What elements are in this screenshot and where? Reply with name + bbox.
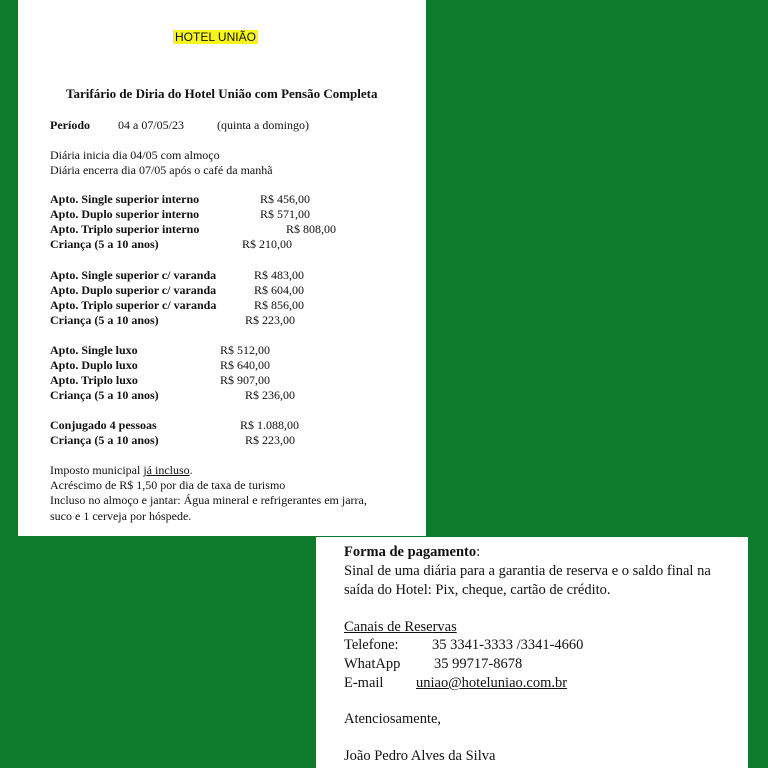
rate-price: R$ 512,00: [220, 343, 271, 357]
email-link[interactable]: uniao@hoteluniao.com.br: [416, 675, 568, 691]
rate-price: R$ 571,00: [260, 207, 311, 221]
rate-label: Conjugado 4 pessoas: [50, 418, 157, 432]
payment-panel: [316, 537, 748, 768]
rate-price: R$ 1.088,00: [240, 418, 300, 432]
check-out-note: Diária encerra dia 07/05 após o café da manhã: [50, 163, 273, 177]
tax-note: [50, 463, 193, 478]
rate-price: R$ 456,00: [260, 192, 311, 206]
rate-label: Apto. Single luxo: [50, 343, 138, 357]
rate-price: R$ 210,00: [242, 237, 293, 251]
whatsapp-value: 35 99717-8678: [434, 656, 523, 672]
rate-price: R$ 808,00: [286, 222, 337, 236]
reservations-heading: Canais de Reservas: [344, 619, 457, 635]
rate-label: Apto. Triplo luxo: [50, 373, 138, 387]
payment-line1: Sinal de uma diária para a garantia de reserva e o saldo final na: [344, 563, 711, 579]
rate-label: Apto. Duplo superior c/ varanda: [50, 283, 217, 297]
email-label: E-mail: [344, 675, 384, 691]
rate-label: Criança (5 a 10 anos): [50, 313, 159, 327]
rate-price: R$ 236,00: [245, 388, 296, 402]
payment-heading-colon: :: [476, 544, 481, 560]
rate-sheet-panel: [18, 0, 426, 536]
payment-line2: saída do Hotel: Pix, cheque, cartão de crédito.: [344, 582, 611, 598]
rate-price: R$ 223,00: [245, 313, 296, 327]
included-note-line2: suco e 1 cerveja por hóspede.: [50, 509, 192, 523]
rate-price: R$ 604,00: [254, 283, 305, 297]
tax-note-suffix: .: [189, 463, 193, 477]
period-label: Período: [50, 118, 90, 132]
payment-heading-text: Forma de pagamento: [344, 544, 477, 560]
rate-price: R$ 907,00: [220, 373, 271, 387]
rate-label: Criança (5 a 10 anos): [50, 388, 159, 402]
period-dates: 04 a 07/05/23: [118, 118, 184, 132]
rate-label: Apto. Triplo superior interno: [50, 222, 200, 236]
rate-label: Apto. Duplo superior interno: [50, 207, 200, 221]
rate-label: Apto. Single superior interno: [50, 192, 200, 206]
closing: Atenciosamente,: [344, 711, 442, 727]
tax-note-underlined: já incluso: [143, 463, 190, 477]
phone-label: Telefone:: [344, 637, 399, 653]
included-note-line1: Incluso no almoço e jantar: Água mineral e refrigerantes em jarra,: [50, 493, 367, 507]
phone-value: 35 3341-3333 /3341-4660: [432, 637, 584, 653]
rate-label: Apto. Single superior c/ varanda: [50, 268, 217, 282]
signature: João Pedro Alves da Silva: [344, 748, 496, 764]
check-in-note: Diária inicia dia 04/05 com almoço: [50, 148, 220, 162]
rate-label: Criança (5 a 10 anos): [50, 433, 159, 447]
rate-label: Apto. Duplo luxo: [50, 358, 138, 372]
rate-price: R$ 856,00: [254, 298, 305, 312]
period-days: (quinta a domingo): [217, 118, 309, 132]
rate-label: Apto. Triplo superior c/ varanda: [50, 298, 217, 312]
rate-price: R$ 640,00: [220, 358, 271, 372]
payment-heading: [344, 544, 480, 561]
whatsapp-label: WhatApp: [344, 656, 401, 672]
rate-price: R$ 483,00: [254, 268, 305, 282]
rate-label: Criança (5 a 10 anos): [50, 237, 159, 251]
rate-price: R$ 223,00: [245, 433, 296, 447]
tourism-tax-note: Acréscimo de R$ 1,50 por dia de taxa de turismo: [50, 478, 286, 492]
tax-note-prefix: Imposto municipal: [50, 463, 144, 477]
page-title: Tarifário de Diria do Hotel União com Pensão Completa: [66, 86, 378, 101]
hotel-name: HOTEL UNIÃO: [175, 30, 256, 44]
